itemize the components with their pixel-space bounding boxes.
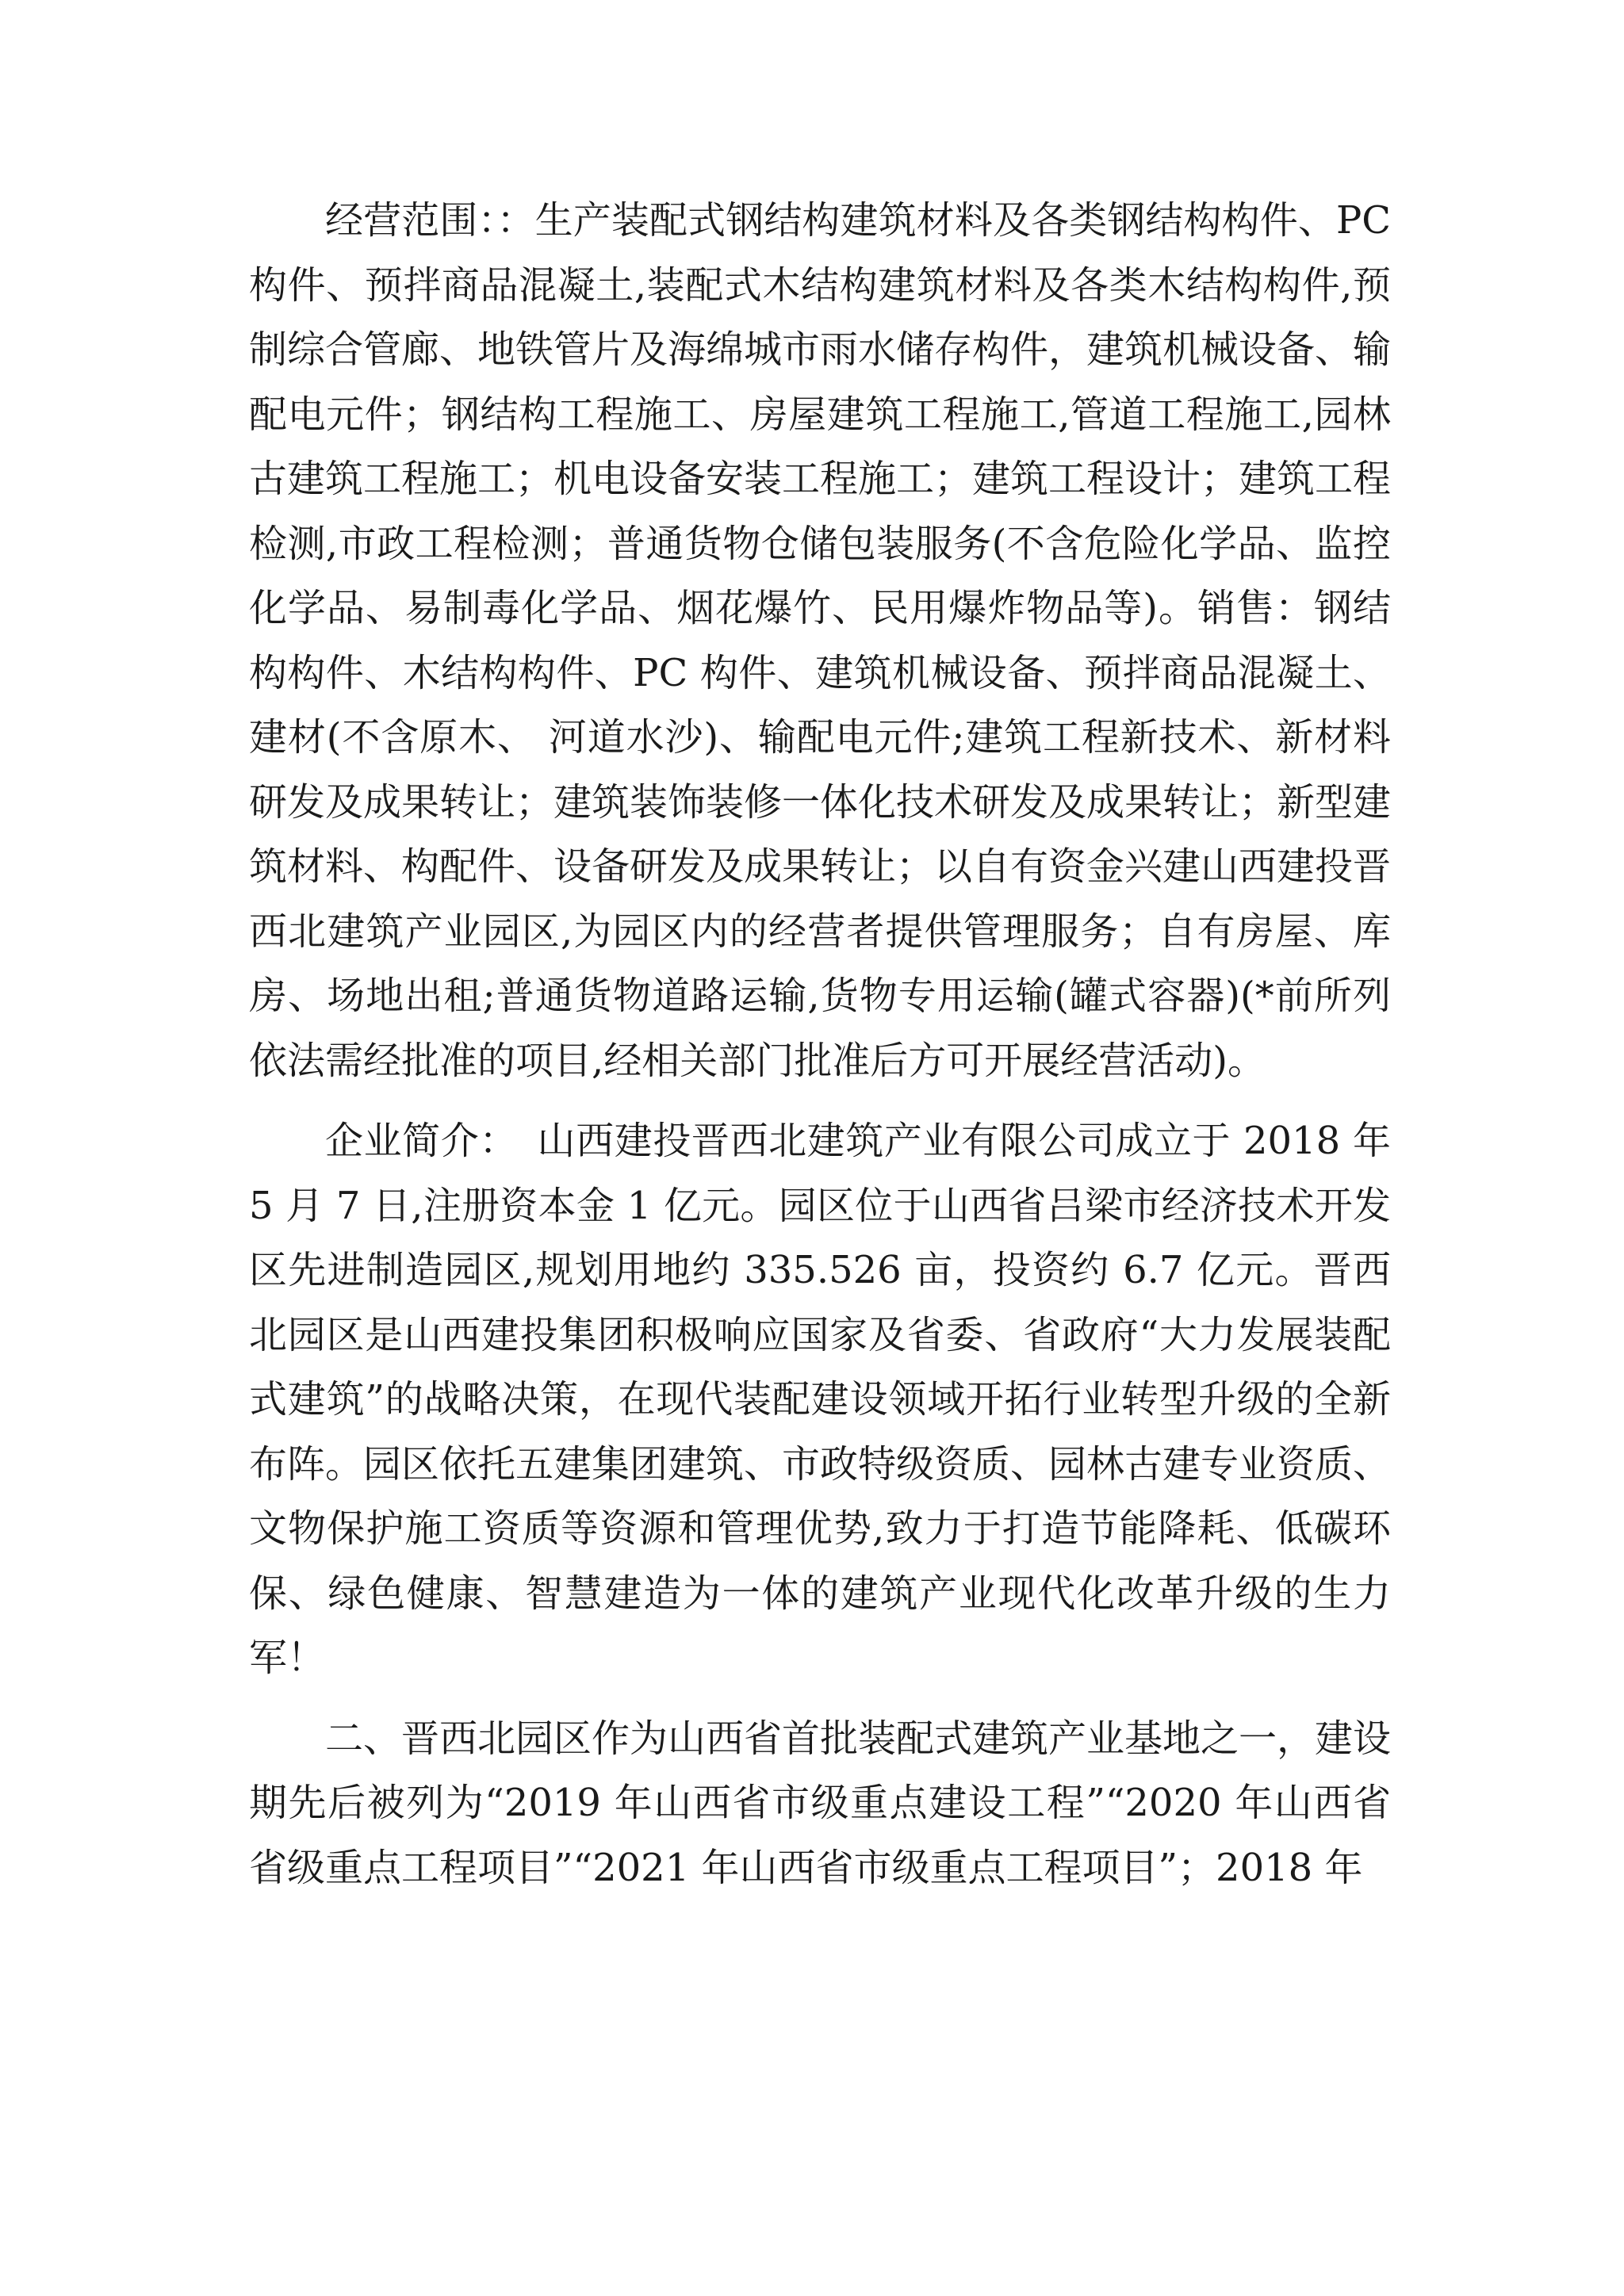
paragraph-company-profile: 企业简介： 山西建投晋西北建筑产业有限公司成立于 2018 年 5 月 7 日,注册资本金 1 亿元。园区位于山西省吕梁市经济技术开发区先进制造园区,规划用地约 335.526 亩，投资约 6.7 亿元。晋西北园区是山西建投集团积极响应国家及省委、省政府“大力发展装配式建筑”的战略决策，在现代装配建设领域开拓行业转型升级的全新布阵。园区依托五建集团建筑、市政特级资质、园林古建专业资质、文物保护施工资质等资源和管理优势,致力于打造节能降耗、低碳环保、绿色健康、智慧建造为一体的建筑产业现代化改革升级的生力军！ [249,1119,1392,1680]
paragraph-business-scope: 经营范围：：生产装配式钢结构建筑材料及各类钢结构构件、PC构件、预拌商品混凝土,装配式木结构建筑材料及各类木结构构件,预制综合管廊、地铁管片及海绵城市雨水储存构件，建筑机械设备、输配电元件；钢结构工程施工、房屋建筑工程施工,管道工程施工,园林古建筑工程施工；机电设备安装工程施工；建筑工程设计；建筑工程检测,市政工程检测；普通货物仓储包装服务(不含危险化学品、监控化学品、易制毒化学品、烟花爆竹、民用爆炸物品等)。销售：钢结构构件、木结构构件、PC 构件、建筑机械设备、预拌商品混凝土、建材(不含原木、 河道水沙)、输配电元件;建筑工程新技术、新材料研发及成果转让；建筑装饰装修一体化技术研发及成果转让；新型建筑材料、构配件、设备研发及成果转让；以自有资金兴建山西建投晋西北建筑产业园区,为园区内的经营者提供管理服务；自有房屋、库房、场地出租;普通货物道路运输,货物专用运输(罐式容器)(*前所列依法需经批准的项目,经相关部门批准后方可开展经营活动)。 [249,198,1392,1083]
document-body [249,189,1391,1900]
paragraph-park-overview: 二、晋西北园区作为山西省首批装配式建筑产业基地之一，建设期先后被列为“2019 年山西省市级重点建设工程”“2020 年山西省省级重点工程项目”“2021 年山西省市级重点工程项目”；2018 年 [249,1716,1392,1890]
